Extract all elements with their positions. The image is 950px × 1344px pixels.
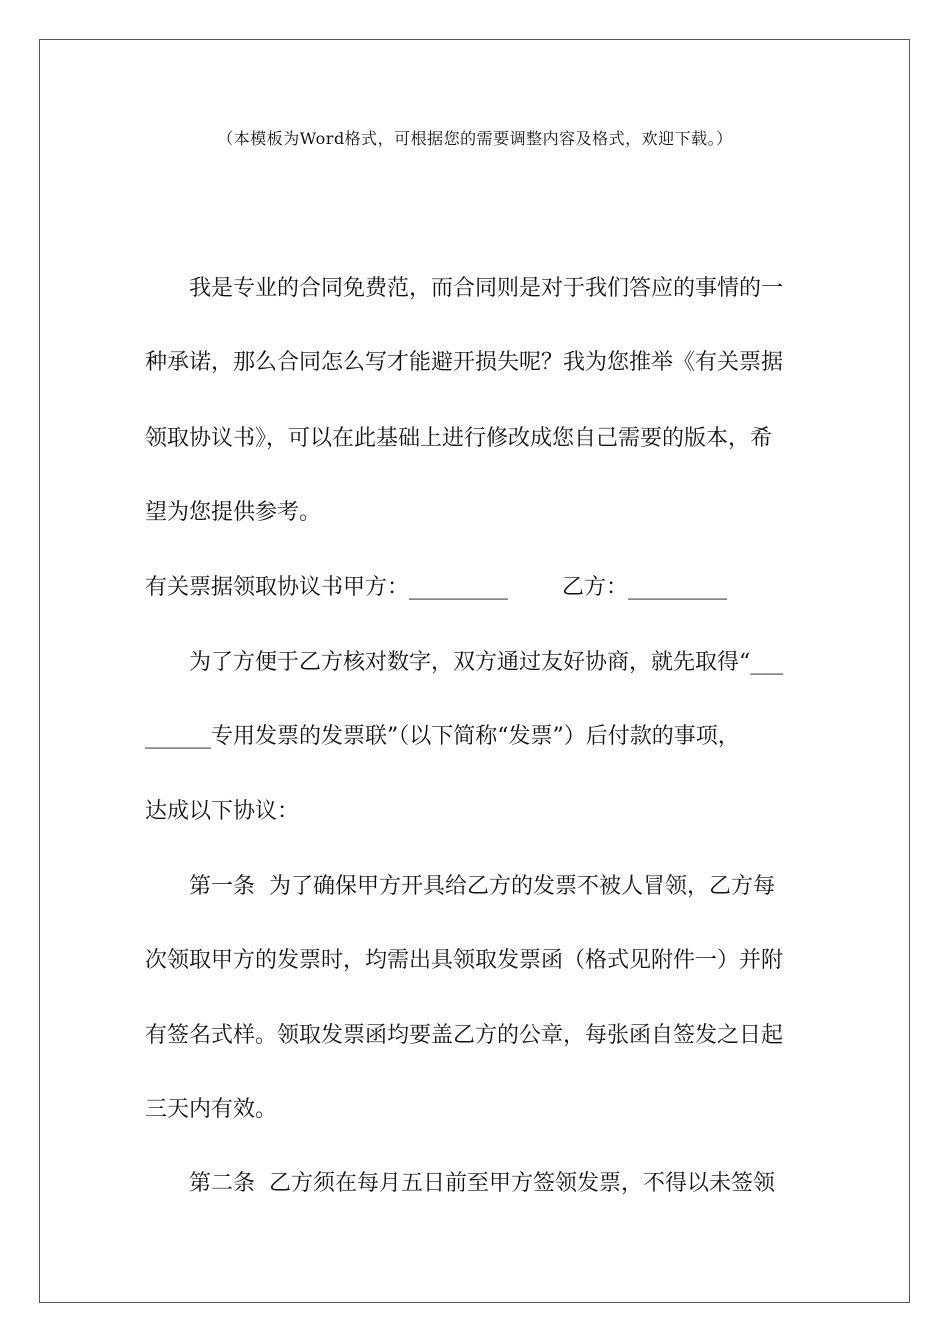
article1-text-1: 为了确保甲方开具给乙方的发票不被人冒领，乙方每 — [269, 874, 776, 899]
article2-text-1: 乙方须在每月五日前至甲方签领发票，不得以未签领 — [269, 1171, 776, 1196]
article1-line-1 — [189, 872, 775, 902]
intro-line-3: 领取协议书》，可以在此基础上进行修改成您自己需要的版本，希 — [145, 426, 773, 451]
intro-line-4: 望为您提供参考。 — [145, 500, 322, 525]
article1-line-4: 三天内有效。 — [145, 1097, 278, 1122]
article2-line-1 — [189, 1169, 775, 1199]
preamble-line-2: ______专用发票的发票联”（以下简称“发票”）后付款的事项， — [145, 724, 740, 749]
preamble-line-1: 为了方便于乙方核对数字，双方通过友好协商，就先取得“___ — [189, 650, 784, 675]
template-note: （本模板为Word格式，可根据您的需要调整内容及格式，欢迎下载。） — [217, 129, 733, 148]
parties-line — [145, 573, 727, 603]
preamble-line-3: 达成以下协议： — [145, 799, 300, 824]
intro-line-1: 我是专业的合同免费范，而合同则是对于我们答应的事情的一 — [189, 276, 784, 301]
party-b: 乙方：_________ — [562, 575, 728, 600]
article2-heading: 第二条 — [189, 1171, 256, 1196]
article1-line-2: 次领取甲方的发票时，均需出具领取发票函（格式见附件一）并附 — [145, 948, 784, 973]
article1-heading: 第一条 — [189, 874, 256, 899]
article1-line-3: 有签名式样。领取发票函均要盖乙方的公章，每张函自签发之日起 — [145, 1023, 784, 1048]
party-a: 有关票据领取协议书甲方：_________ — [145, 575, 509, 600]
intro-line-2: 种承诺，那么合同怎么写才能避开损失呢？我为您推举《有关票据 — [145, 350, 784, 375]
